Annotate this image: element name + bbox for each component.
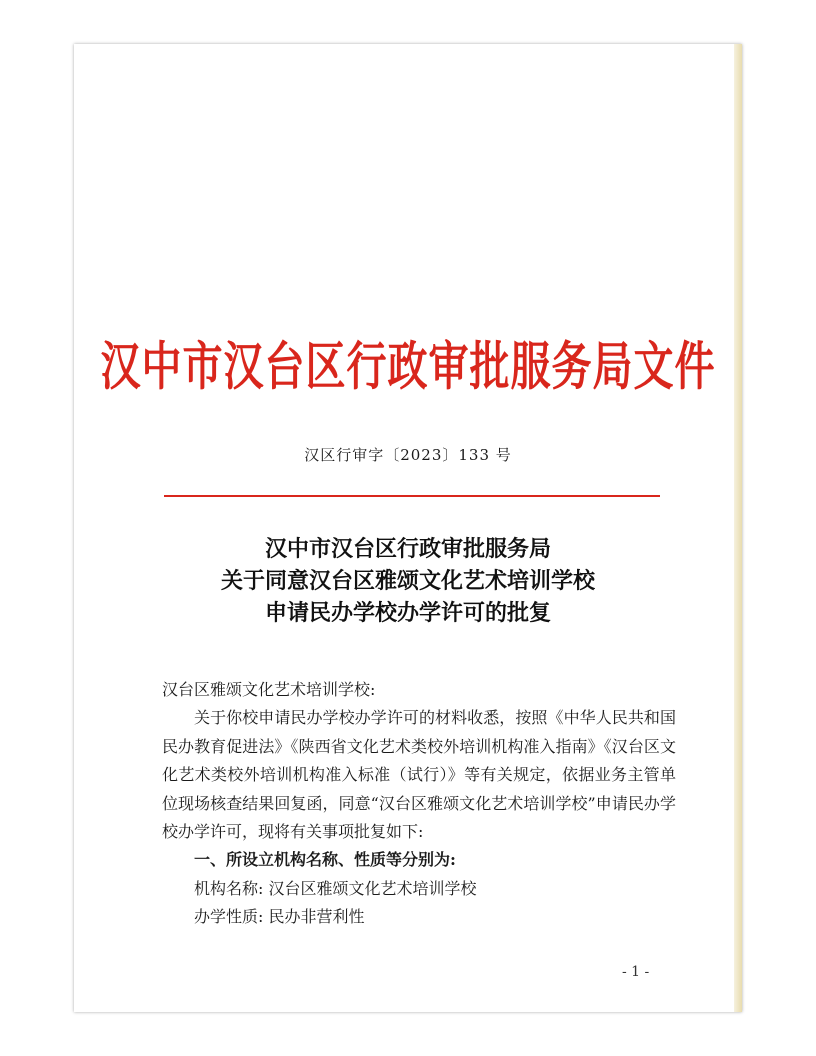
document-number: 汉区行审字〔2023〕133 号 [304,446,512,464]
agency-header-title: 汉中市汉台区行政审批服务局文件 [100,337,716,398]
page-number: - 1 - [622,964,650,980]
document-title [74,533,742,629]
title-line-1: 汉中市汉台区行政审批服务局 [264,536,551,562]
title-line-2: 关于同意汉台区雅颂文化艺术培训学校 [220,568,595,594]
body-paragraph-1: 关于你校申请民办学校办学许可的材料收悉，按照《中华人民共和国民办教育促进法》《陕西省文化艺术类校外培训机构准入指南》《汉台区文化艺术类校外培训机构准入标准（试行）》等有关规定，依据业务主管单位现场核查结果回复函，同意“汉台区雅颂文化艺术培训学校”申请民办学校办学许可，现将有关事项批复如下: [162,708,676,842]
document-body [162,676,676,932]
section-1-heading: 一、所设立机构名称、性质等分别为: [194,850,456,870]
document-page [74,44,742,1012]
paper-edge [734,44,742,1012]
org-name-line: 机构名称: 汉台区雅颂文化艺术培训学校 [194,878,477,898]
salutation: 汉台区雅颂文化艺术培训学校: [162,680,376,699]
school-nature-line: 办学性质: 民办非营利性 [194,907,365,927]
title-line-3: 申请民办学校办学许可的批复 [264,600,551,626]
red-divider-line [164,495,660,497]
